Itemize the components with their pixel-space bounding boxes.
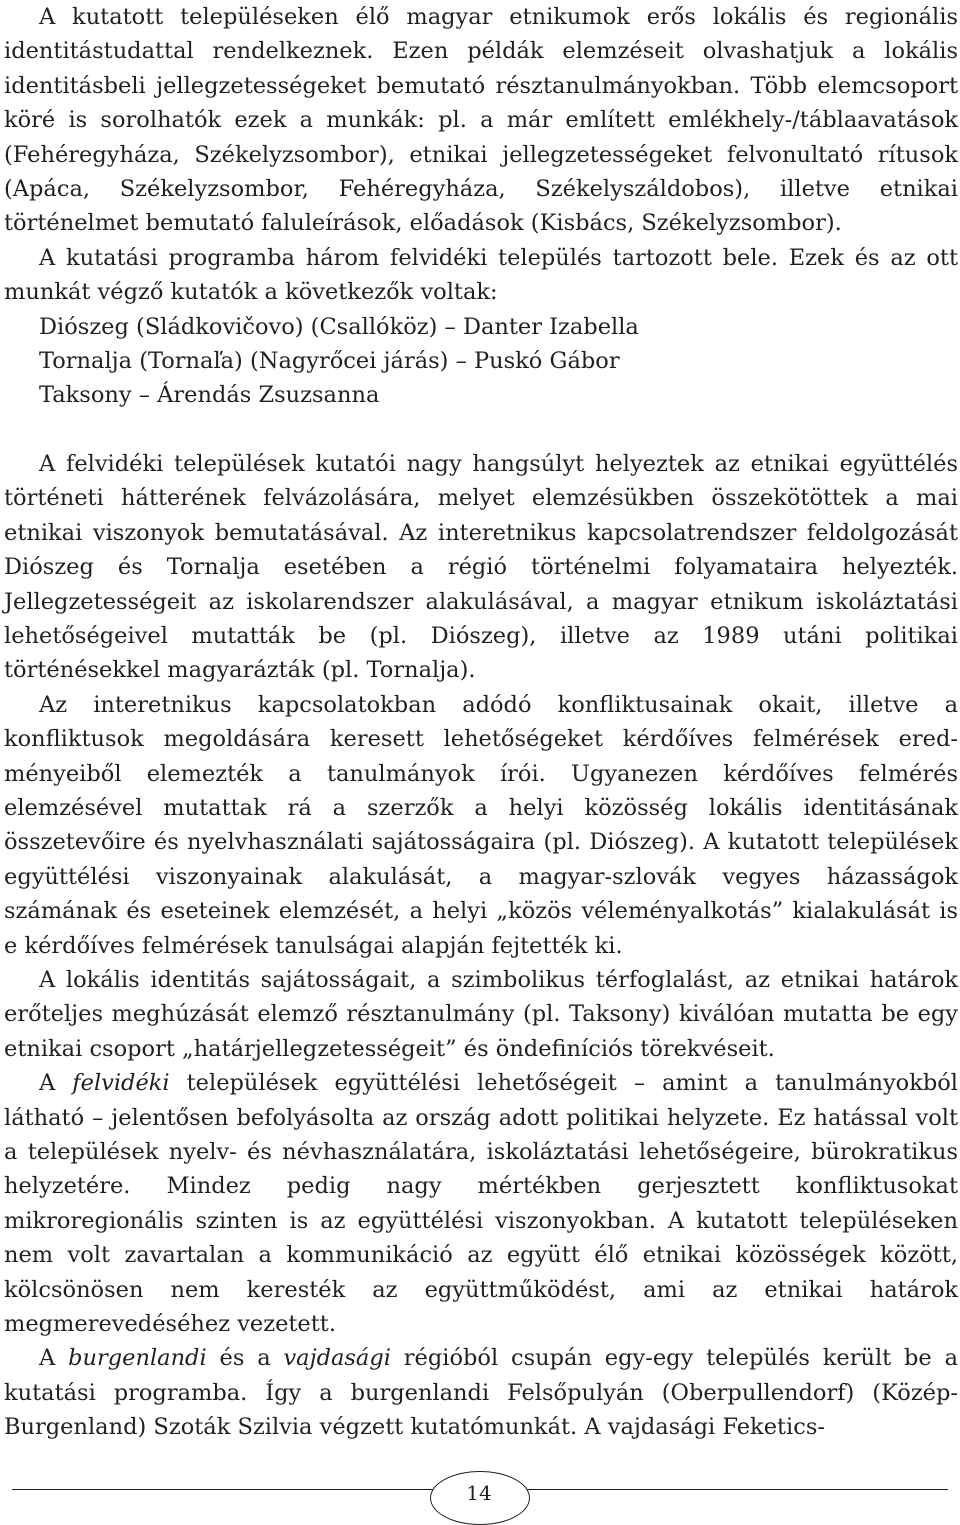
italic-term-felvideki: felvidéki <box>72 1070 170 1097</box>
researcher-entry-dioszeg: Diószeg (Sládkovičovo) (Csallóköz) – Danter Izabella <box>39 313 639 340</box>
text-segment: és a <box>206 1345 284 1372</box>
text-segment: régióból csupán egy-egy település került be a kutatási programba. Így a burgenlandi Felsőpulyán (Oberpullendorf) (Közép-Burgenland) Szoták Szilvia végzett kutatómunkát. A vajdasági Feketics- <box>4 1345 958 1441</box>
page-number: 14 <box>466 1481 492 1505</box>
paragraph-research-program: A kutatási programba három felvidéki település tartozott bele. Ezek és az ott munkát végző kutatók a következők voltak: <box>4 244 958 306</box>
paragraph-historical-background: A felvidéki települések kutatói nagy hangsúlyt helyeztek az etnikai együttélés történeti hátterének felvázolására, melyet elemzésükben összekötöttek a mai etnikai viszonyok bemutatásával. Az interetnikus kapcsolatrendszer feldolgozását Diószeg és Tornalja esetében a régió történelmi folyamataira helyezték. Jellegzetességeit az iskolarendszer alakulásával, a magyar etnikum iskoláztatási lehetőségeivel mutatták be (pl. Diószeg), illetve az 1989 utáni politikai történésekkel magyarázták (pl. Tornalja). <box>4 450 958 684</box>
paragraph-felvideki <box>4 1066 958 1341</box>
text-segment: A <box>39 1070 73 1097</box>
paragraph-conflicts: Az interetnikus kapcsolatokban adódó konfliktusainak okait, illetve a konfliktusok megoldására keresett lehetőségeket kérdőíves felmérések eredményeiből elemezték a tanulmányok írói. Ugyanezen kérdőíves felmérés elemzésével mutattak rá a szerzők a helyi közösség lokális identitásának összetevőire és nyelvhasználati sajátosságaira (pl. Diószeg). A kutatott települések együttélési viszonyainak alakulását, a magyar-szlovák vegyes házasságok számának és eseteinek elemzését, a helyi „közös véleményalkotás” kialakulását is e kérdőíves felmérések tanulságai alapján fejtették ki. <box>4 691 958 959</box>
body-text <box>4 0 958 1445</box>
researcher-entry-tornalja: Tornalja (Tornaľa) (Nagyrőcei járás) – Puskó Gábor <box>39 348 620 375</box>
paragraph-burgenland <box>4 1341 958 1444</box>
researcher-entry-taksony: Taksony – Árendás Zsuzsanna <box>39 382 380 409</box>
text-segment: települések együttélési lehetőségeit – amint a tanulmányokból látható – jelentősen befolyásolta az ország adott politikai helyzete. Ez hatással volt a települések nyelv- és névhasználatára, iskoláztatási lehetőségeire, bürokratikus helyzetére. Mindez pedig nagy mértékben gerjesztett konfliktusokat mikroregionális szinten is az együttélési viszonyokban. A kutatott településeken nem volt zavartalan a kommunikáció az együtt élő etnikai közösségek között, kölcsönösen nem keresték az együttműködést, ami az etnikai határok megmerevedéséhez vezetett. <box>4 1070 959 1338</box>
paragraph-symbolic-space: A lokális identitás sajátosságait, a szimbolikus térfoglalást, az etnikai határok erőteljes meghúzását elemző résztanulmány (pl. Taksony) kiválóan mutatta be egy etnikai csoport „határjellegzetességeit” és öndefiníciós törekvéseit. <box>4 966 958 1062</box>
paragraph-local-identity: A kutatott településeken élő magyar etnikumok erős lokális és regionális identitástudattal rendelkeznek. Ezen példák elemzéseit olvashatjuk a lokális identitásbeli jellegzetességeket bemutató résztanulmányokban. Több elemcsoport köré is sorolhatók ezek a munkák: pl. a már említett emlékhely-/táblaavatások (Fehéregyháza, Székelyzsombor), etnikai jellegzetességeket felvonultató rítusok (Apáca, Székelyzsombor, Fehéregyháza, Székelyszáldobos), illetve etnikai történelmet bemutató faluleírások, előadások (Kisbács, Székelyzsombor). <box>4 4 958 237</box>
italic-term-vajdasagi: vajdasági <box>283 1345 391 1372</box>
italic-term-burgenlandi: burgenlandi <box>68 1345 207 1372</box>
text-segment: A <box>39 1345 69 1372</box>
paragraph-gap <box>4 413 958 447</box>
